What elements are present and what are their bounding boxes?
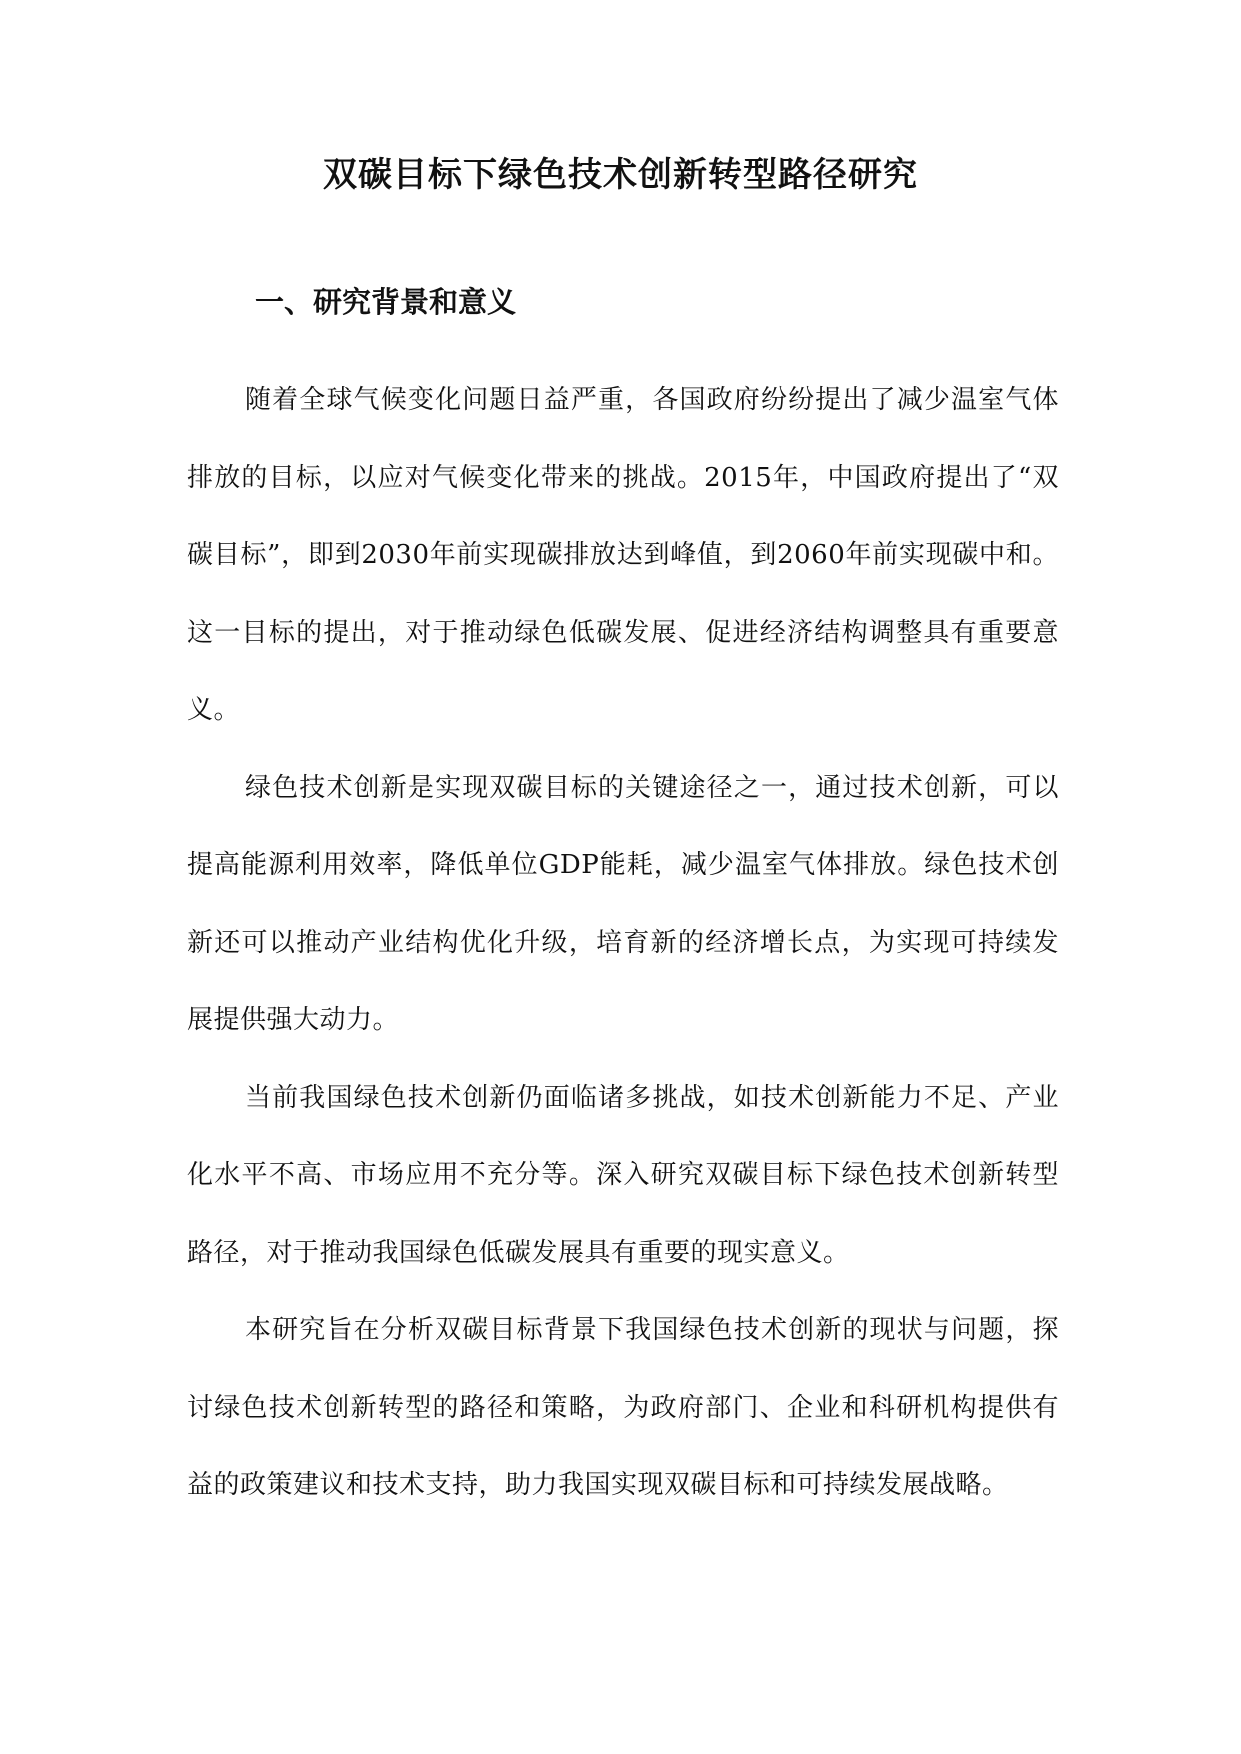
paragraph-3: 当前我国绿色技术创新仍面临诸多挑战，如技术创新能力不足、产业化水平不高、市场应用不充分等。深入研究双碳目标下绿色技术创新转型路径，对于推动我国绿色低碳发展具有重要的现实意义。 [187,1082,1059,1268]
body-text [187,362,1059,1525]
document-title: 双碳目标下绿色技术创新转型路径研究 [323,155,918,195]
paragraph-2: 绿色技术创新是实现双碳目标的关键途径之一，通过技术创新，可以提高能源利用效率，降低单位GDP能耗，减少温室气体排放。绿色技术创新还可以推动产业结构优化升级，培育新的经济增长点，为实现可持续发展提供强大动力。 [187,772,1059,1035]
paragraph-4: 本研究旨在分析双碳目标背景下我国绿色技术创新的现状与问题，探讨绿色技术创新转型的路径和策略，为政府部门、企业和科研机构提供有益的政策建议和技术支持，助力我国实现双碳目标和可持续发展战略。 [187,1315,1059,1500]
paragraph-1: 随着全球气候变化问题日益严重，各国政府纷纷提出了减少温室气体排放的目标，以应对气候变化带来的挑战。2015年，中国政府提出了“双碳目标”，即到2030年前实现碳排放达到峰值，到2060年前实现碳中和。这一目标的提出，对于推动绿色低碳发展、促进经济结构调整具有重要意义。 [187,385,1059,725]
section-heading: 一、研究背景和意义 [255,285,517,319]
